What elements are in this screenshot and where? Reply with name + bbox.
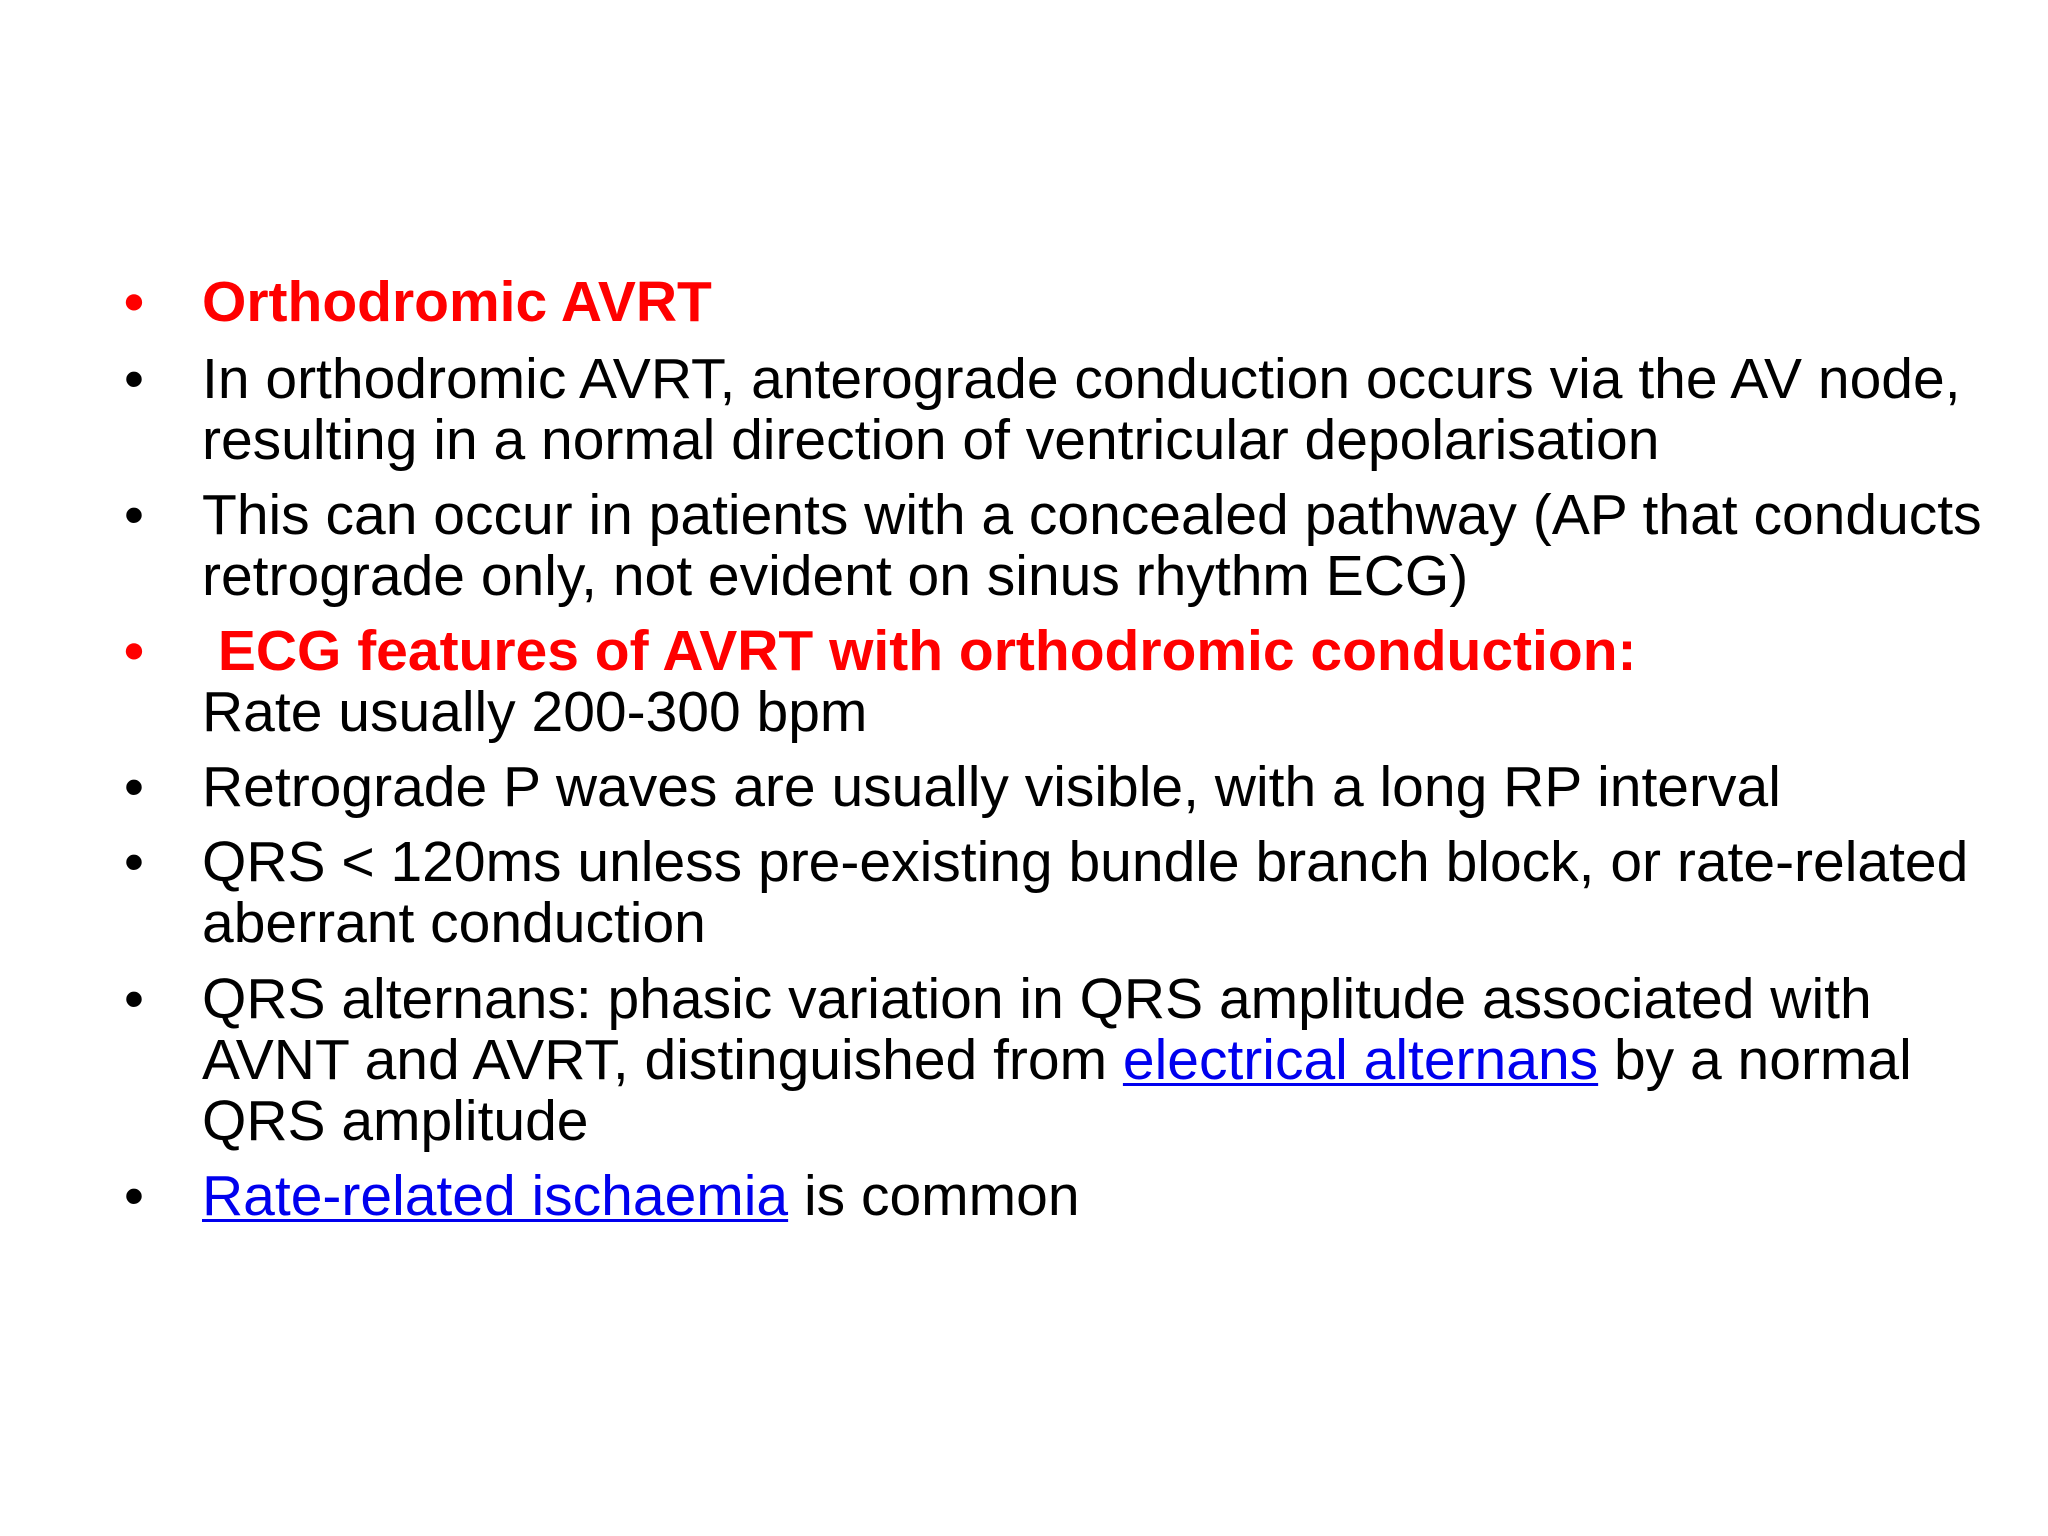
bullet-item (124, 485, 1984, 607)
bullet-text: QRS < 120ms unless pre-existing bundle branch block, or rate-related aberrant conduction (202, 830, 1969, 955)
rate-related-ischaemia-link[interactable]: Rate-related ischaemia (202, 1164, 789, 1228)
bullet-dot: • (124, 347, 144, 411)
ecg-features-heading: ECG features of AVRT with orthodromic conduction: (202, 619, 1637, 683)
bullet-text-block (202, 1166, 1984, 1227)
bullet-list (124, 272, 1984, 1227)
bullet-text-block (202, 621, 1984, 743)
bullet-dot: • (124, 619, 144, 683)
bullet-dot: • (124, 967, 144, 1031)
bullet-dot: • (124, 270, 144, 334)
bullet-text: This can occur in patients with a concealed pathway (AP that conducts retrograde only, not evident on sinus rhythm ECG) (202, 483, 1982, 608)
bullet-item (124, 757, 1984, 818)
bullet-heading: Orthodromic AVRT (202, 270, 712, 334)
bullet-dot: • (124, 830, 144, 894)
bullet-dot: • (124, 755, 144, 819)
bullet-item (124, 832, 1984, 954)
bullet-item (124, 969, 1984, 1152)
bullet-dot: • (124, 1164, 144, 1228)
electrical-alternans-link[interactable]: electrical alternans (1122, 1028, 1599, 1092)
bullet-item (124, 272, 1984, 333)
bullet-item (124, 621, 1984, 743)
bullet-text: Retrograde P waves are usually visible, with a long RP interval (202, 755, 1781, 819)
bullet-text: Rate usually 200-300 bpm (202, 680, 868, 744)
bullet-text: QRS alternans: phasic variation in QRS amplitude associated with AVNT and AVRT, distinguished from (202, 967, 1872, 1092)
bullet-text-block (202, 969, 1984, 1152)
bullet-dot: • (124, 483, 144, 547)
bullet-item (124, 1166, 1984, 1227)
bullet-text: is common (788, 1164, 1080, 1228)
bullet-text: by a normal QRS amplitude (202, 1028, 1912, 1153)
bullet-text: In orthodromic AVRT, anterograde conduction occurs via the AV node, resulting in a normal direction of ventricular depolarisation (202, 347, 1961, 472)
bullet-item (124, 349, 1984, 471)
